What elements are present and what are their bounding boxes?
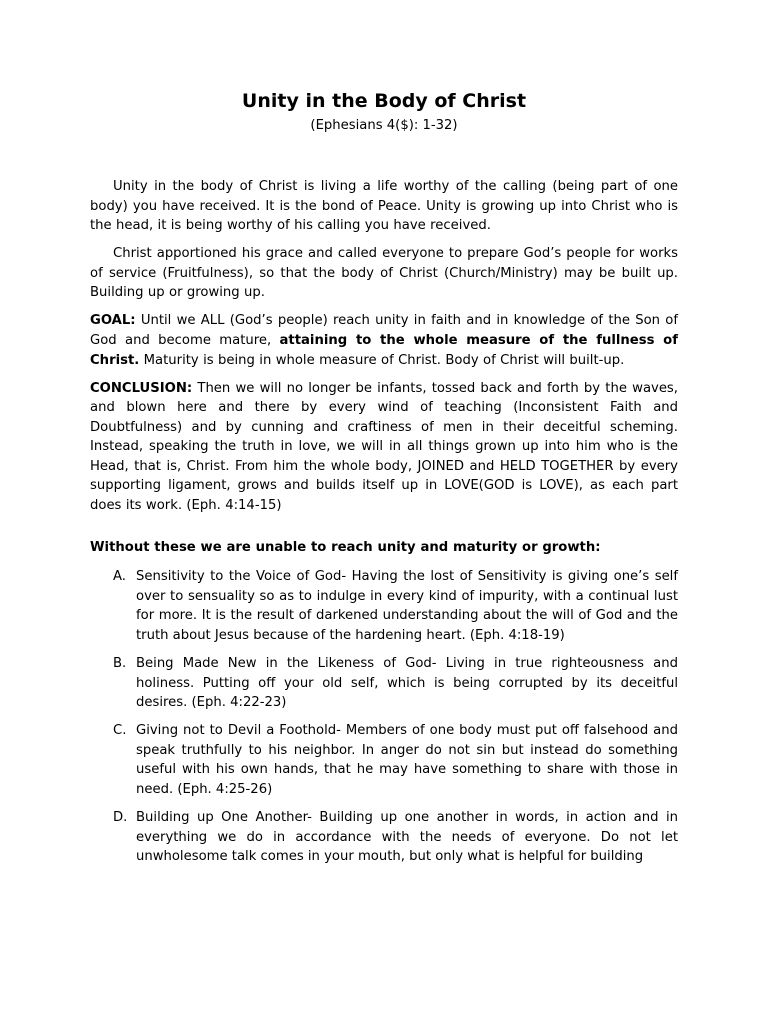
grace-paragraph: Christ apportioned his grace and called everyone to prepare God’s people for works of service (Fruitfulness), so that the body of Christ (Church/Ministry) may be built up. Building up or growing up.	[90, 246, 678, 301]
conclusion-paragraph	[90, 379, 678, 516]
list-item-text: Building up One Another- Building up one another in words, in action and in everything we do in accordance with the needs of everyone. Do not let unwholesome talk comes in your mouth, but only what is helpful for building	[136, 809, 678, 865]
intro-paragraph: Unity in the body of Christ is living a life worthy of the calling (being part of one body) you have received. It is the bond of Peace. Unity is growing up into Christ who is the head, it is being worthy of his calling you have received.	[90, 179, 678, 234]
conclusion-text: Then we will no longer be infants, tossed back and forth by the waves, and blown here and there by every wind of teaching (Inconsistent Faith and Doubtfulness) and by cunning and craftiness of men in their deceitful scheming. Instead, speaking the truth in love, we will in all things grown up into him who is the Head, that is, Christ. From him the whole body, JOINED and HELD TOGETHER by every supporting ligament, grows and builds itself up in LOVE(GOD is LOVE), as each part does its work. (Eph. 4:14-15)	[90, 380, 678, 514]
goal-label: GOAL:	[90, 313, 136, 329]
requirements-list	[90, 567, 678, 866]
conclusion-label: CONCLUSION:	[90, 380, 193, 396]
section-heading: Without these we are unable to reach unity and maturity or growth:	[90, 539, 601, 555]
list-item	[90, 721, 678, 799]
list-item-marker: C.	[113, 723, 127, 739]
document-subtitle: (Ephesians 4($): 1-32)	[310, 118, 458, 133]
document-title: Unity in the Body of Christ	[241, 90, 527, 112]
goal-text-after: Maturity is being in whole measure of Christ. Body of Christ will built-up.	[139, 352, 625, 368]
list-item-marker: B.	[113, 656, 127, 672]
goal-paragraph	[90, 311, 678, 370]
list-item-text: Being Made New in the Likeness of God- Living in true righteousness and holiness. Putting off your old self, which is being corrupted by its deceitful desires. (Eph. 4:22-23)	[136, 656, 678, 711]
list-item	[90, 567, 678, 645]
list-item-text: Sensitivity to the Voice of God- Having the lost of Sensitivity is giving one’s self over to sensuality so as to indulge in every kind of impurity, with a continual lust for more. It is the result of darkened understanding about the will of God and the truth about Jesus because of the hardening heart. (Eph. 4:18-19)	[136, 569, 678, 644]
list-item-marker: D.	[113, 809, 128, 825]
list-item	[90, 654, 678, 713]
list-item-marker: A.	[113, 569, 126, 585]
goal-text-before: Until we ALL (God’s people) reach unity in faith and in knowledge of the Son of God and become mature,	[90, 313, 678, 348]
list-item	[90, 808, 678, 867]
document-body	[90, 177, 678, 875]
list-item-text: Giving not to Devil a Foothold- Members of one body must put off falsehood and speak truthfully to his neighbor. In anger do not sin but instead do something useful with his own hands, that he may have something to share with those in need. (Eph. 4:25-26)	[136, 723, 678, 797]
goal-emphasis: attaining to the whole measure of the fullness of Christ.	[90, 332, 678, 368]
